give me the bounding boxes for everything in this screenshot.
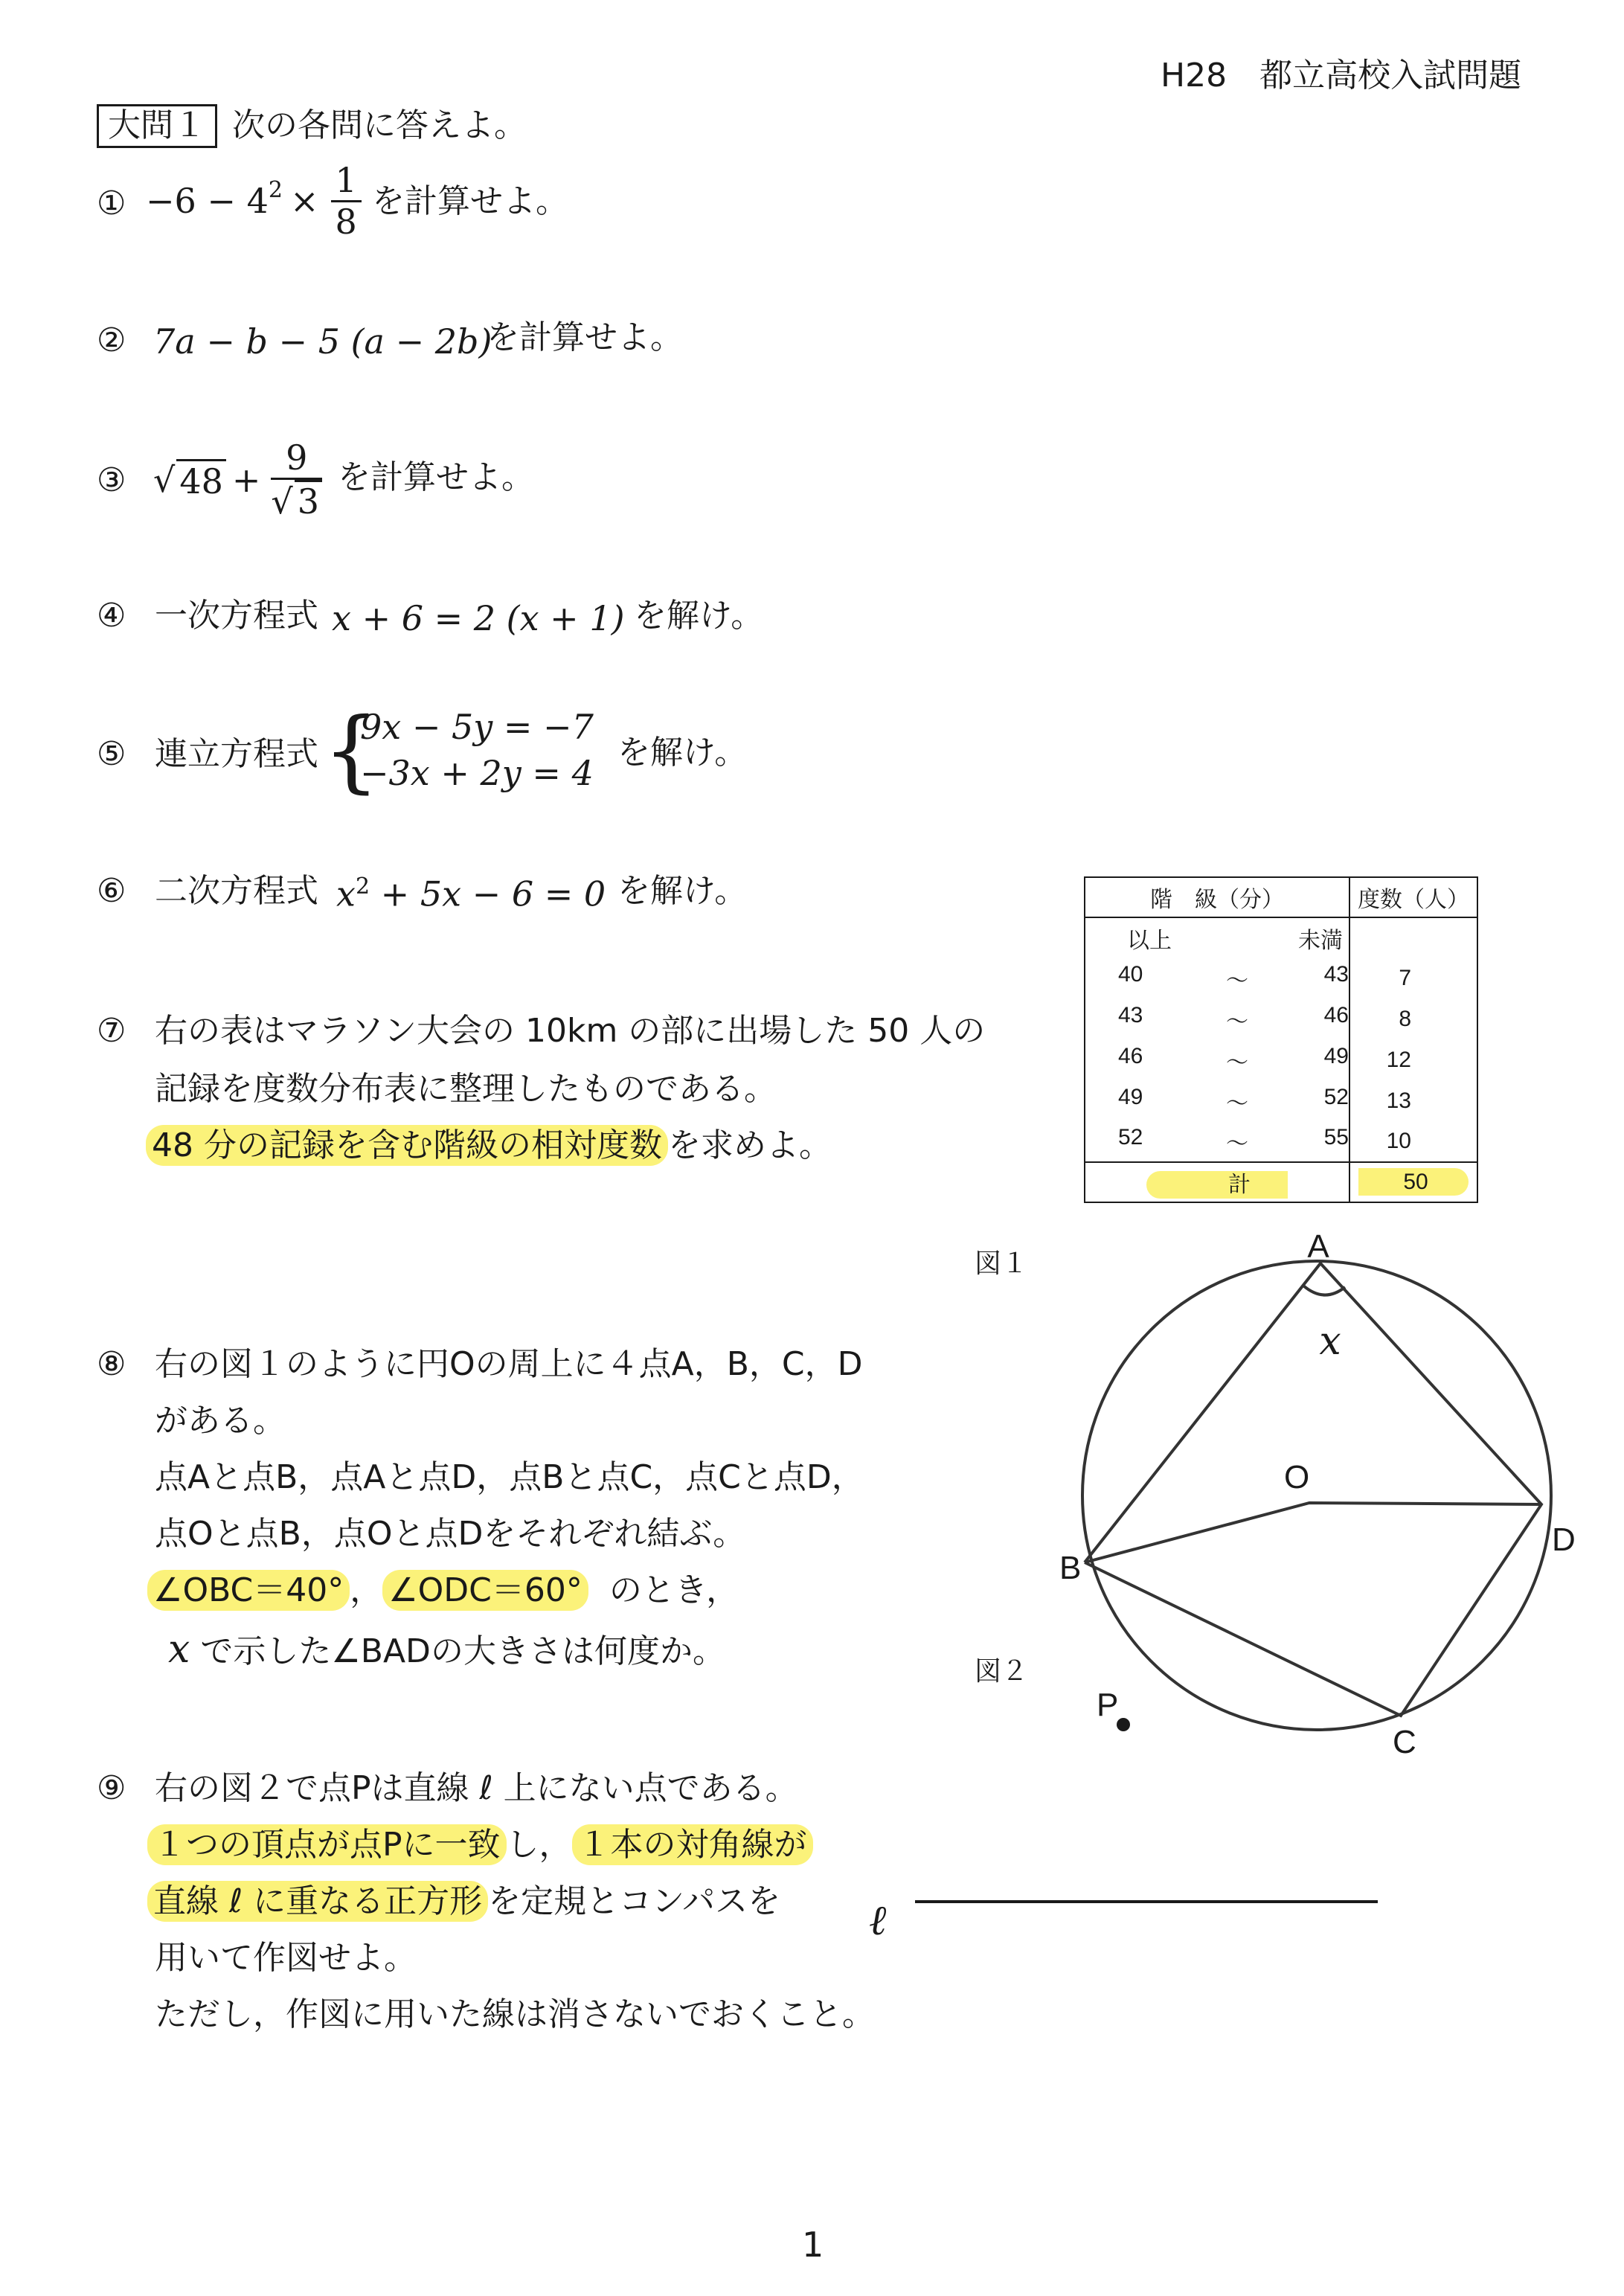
q9-highlight-2: １本の対角線が	[572, 1824, 813, 1865]
table-class-from: 43	[1118, 1002, 1143, 1027]
table-class-to: 43	[1323, 961, 1349, 987]
q9-line-5: ただし，作図に用いた線は消さないでおくこと。	[155, 1995, 875, 2033]
table-class-separator: 〜	[1226, 1050, 1248, 1075]
q9-highlight-3: 直線 ℓ に重なる正方形	[147, 1881, 488, 1922]
q9-line-4: 用いて作図せよ。	[155, 1939, 417, 1977]
q4-label: 一次方程式	[155, 597, 318, 635]
q7-line-1: 右の表はマラソン大会の 10km の部に出場した 50 人の	[155, 1012, 986, 1050]
table-header-frequency: 度数（人）	[1358, 888, 1469, 912]
table-class-from: 49	[1118, 1084, 1143, 1109]
quadrilateral-abcd	[1085, 1263, 1541, 1716]
q9-line-3-rest: を定規とコンパスを	[488, 1882, 781, 1920]
q5-label: 連立方程式	[155, 735, 318, 773]
q3-sqrt-symbol-1: √	[153, 460, 176, 500]
table-class-from: 52	[1118, 1125, 1143, 1149]
section-instruction: 次の各問に答えよ。	[232, 106, 527, 144]
point-b-label: B	[1059, 1550, 1082, 1586]
table-class-to: 46	[1323, 1002, 1349, 1027]
q1-number: ①	[97, 185, 126, 222]
point-p-dot	[1117, 1718, 1130, 1731]
q5-equation-1: 9x − 5y = −7	[360, 707, 594, 747]
q5-suffix: を解け。	[617, 734, 748, 772]
point-p-label: P	[1097, 1687, 1119, 1723]
q8-line-3: 点Aと点B，点Aと点D，点Bと点C，点Cと点D，	[155, 1458, 864, 1496]
q2-expression: 7a − b − 5 (a − 2b)	[153, 321, 492, 362]
q9-line-2-mid: し，	[506, 1826, 572, 1864]
q5-equation-2: −3x + 2y = 4	[360, 753, 594, 793]
q4-number: ④	[97, 597, 126, 635]
figure2-label: 図２	[975, 1655, 1029, 1686]
q2-number: ②	[97, 321, 126, 359]
point-d-label: D	[1552, 1521, 1576, 1558]
table-frequency-cell: 8	[1399, 1006, 1411, 1031]
q1-frac-den: 8	[335, 201, 357, 242]
angle-x-label: x	[1319, 1319, 1341, 1364]
section-box-label: 大問１	[97, 104, 217, 148]
q1-exponent: 2	[268, 176, 283, 203]
table-class-to: 52	[1323, 1084, 1349, 1109]
table-class-separator: 〜	[1226, 968, 1248, 993]
q9-highlight-1: １つの頂点が点Pに一致	[147, 1824, 507, 1865]
table-frequency-cell: 12	[1386, 1047, 1411, 1072]
q3-radicand-1: 48	[176, 459, 226, 501]
q3-plus: +	[231, 460, 261, 500]
table-frequency-cell: 10	[1386, 1129, 1411, 1153]
table-subheader-right: 未満	[1298, 928, 1343, 953]
q8-line-1: 右の図１のように円Oの周上に４点A，B，C，D	[155, 1345, 863, 1383]
q8-highlight-1: ∠OBC＝40°	[147, 1570, 350, 1611]
table-total-label: 計	[1146, 1171, 1288, 1199]
q5-number: ⑤	[97, 735, 126, 773]
table-class-separator: 〜	[1226, 1009, 1248, 1034]
q9-number: ⑨	[97, 1769, 126, 1807]
q8-line-4: 点Oと点B，点Oと点Dをそれぞれ結ぶ。	[155, 1515, 746, 1553]
q9-line-1: 右の図２で点Pは直線 ℓ 上にない点である。	[155, 1769, 798, 1807]
point-c-label: C	[1393, 1724, 1416, 1760]
q8-line-5-rest: のとき，	[609, 1571, 739, 1609]
q8-variable: x	[168, 1627, 190, 1672]
q4-suffix: を解け。	[634, 597, 764, 635]
table-frequency-cell: 7	[1399, 965, 1411, 990]
segments-ob-od	[1085, 1503, 1541, 1562]
page-number: 1	[802, 2225, 824, 2265]
q1-suffix: を計算せよ。	[372, 182, 568, 220]
table-class-separator: 〜	[1226, 1132, 1248, 1156]
table-subheader-left: 以上	[1127, 928, 1172, 953]
q4-expression: x + 6 = 2 (x + 1)	[332, 598, 625, 638]
table-class-from: 46	[1118, 1043, 1143, 1068]
q3-suffix: を計算せよ。	[338, 458, 534, 496]
q3-sqrt-symbol-2: √	[271, 481, 293, 522]
table-class-to: 55	[1323, 1125, 1349, 1149]
q1-times: ×	[289, 181, 319, 221]
q6-expr-base: x	[336, 873, 356, 914]
q6-exponent: 2	[355, 873, 370, 900]
point-o-label: O	[1284, 1459, 1310, 1495]
q9-line-2	[147, 1826, 813, 1865]
q6-number: ⑥	[97, 872, 126, 910]
q8-line-6-rest: で示した∠BADの大きさは何度か。	[200, 1632, 725, 1670]
q2-suffix: を計算せよ。	[487, 318, 683, 356]
q7-line-3-rest: を求めよ。	[667, 1126, 832, 1164]
q9-line-3	[147, 1882, 780, 1922]
table-class-to: 49	[1323, 1043, 1349, 1068]
q6-expr-rest: + 5x − 6 = 0	[380, 873, 606, 914]
table-class-from: 40	[1118, 961, 1143, 987]
q8-highlight-2: ∠ODC＝60°	[382, 1570, 588, 1611]
table-class-separator: 〜	[1226, 1091, 1248, 1116]
q8-line-2: がある。	[155, 1402, 286, 1440]
q6-suffix: を解け。	[617, 872, 748, 910]
q3-number: ③	[97, 461, 126, 499]
q7-line-2: 記録を度数分布表に整理したものである。	[155, 1070, 777, 1108]
table-header-class: 階 級（分）	[1085, 877, 1349, 917]
circle-o	[1082, 1261, 1551, 1730]
q8-number: ⑧	[97, 1345, 126, 1383]
point-a-label: A	[1307, 1228, 1329, 1265]
q1-expr-a: −6 − 4	[146, 181, 269, 221]
q7-number: ⑦	[97, 1012, 126, 1050]
q5-brace: {	[323, 699, 380, 803]
q1-frac-num: 1	[331, 161, 362, 202]
page-header-title: H28 都立高校入試問題	[1161, 57, 1522, 94]
q3-radicand-2: 3	[295, 480, 322, 522]
angle-x-arc	[1303, 1286, 1345, 1295]
q6-label: 二次方程式	[155, 872, 318, 910]
q8-comma: ，	[350, 1571, 383, 1609]
table-frequency-cell: 13	[1386, 1088, 1411, 1113]
line-l-label: ℓ	[869, 1896, 887, 1945]
q7-highlight: 48 分の記録を含む階級の相対度数	[146, 1125, 668, 1166]
figure1-label: 図１	[975, 1248, 1029, 1278]
table-total-value: 50	[1358, 1168, 1468, 1196]
q3-frac-num: 9	[271, 438, 322, 480]
